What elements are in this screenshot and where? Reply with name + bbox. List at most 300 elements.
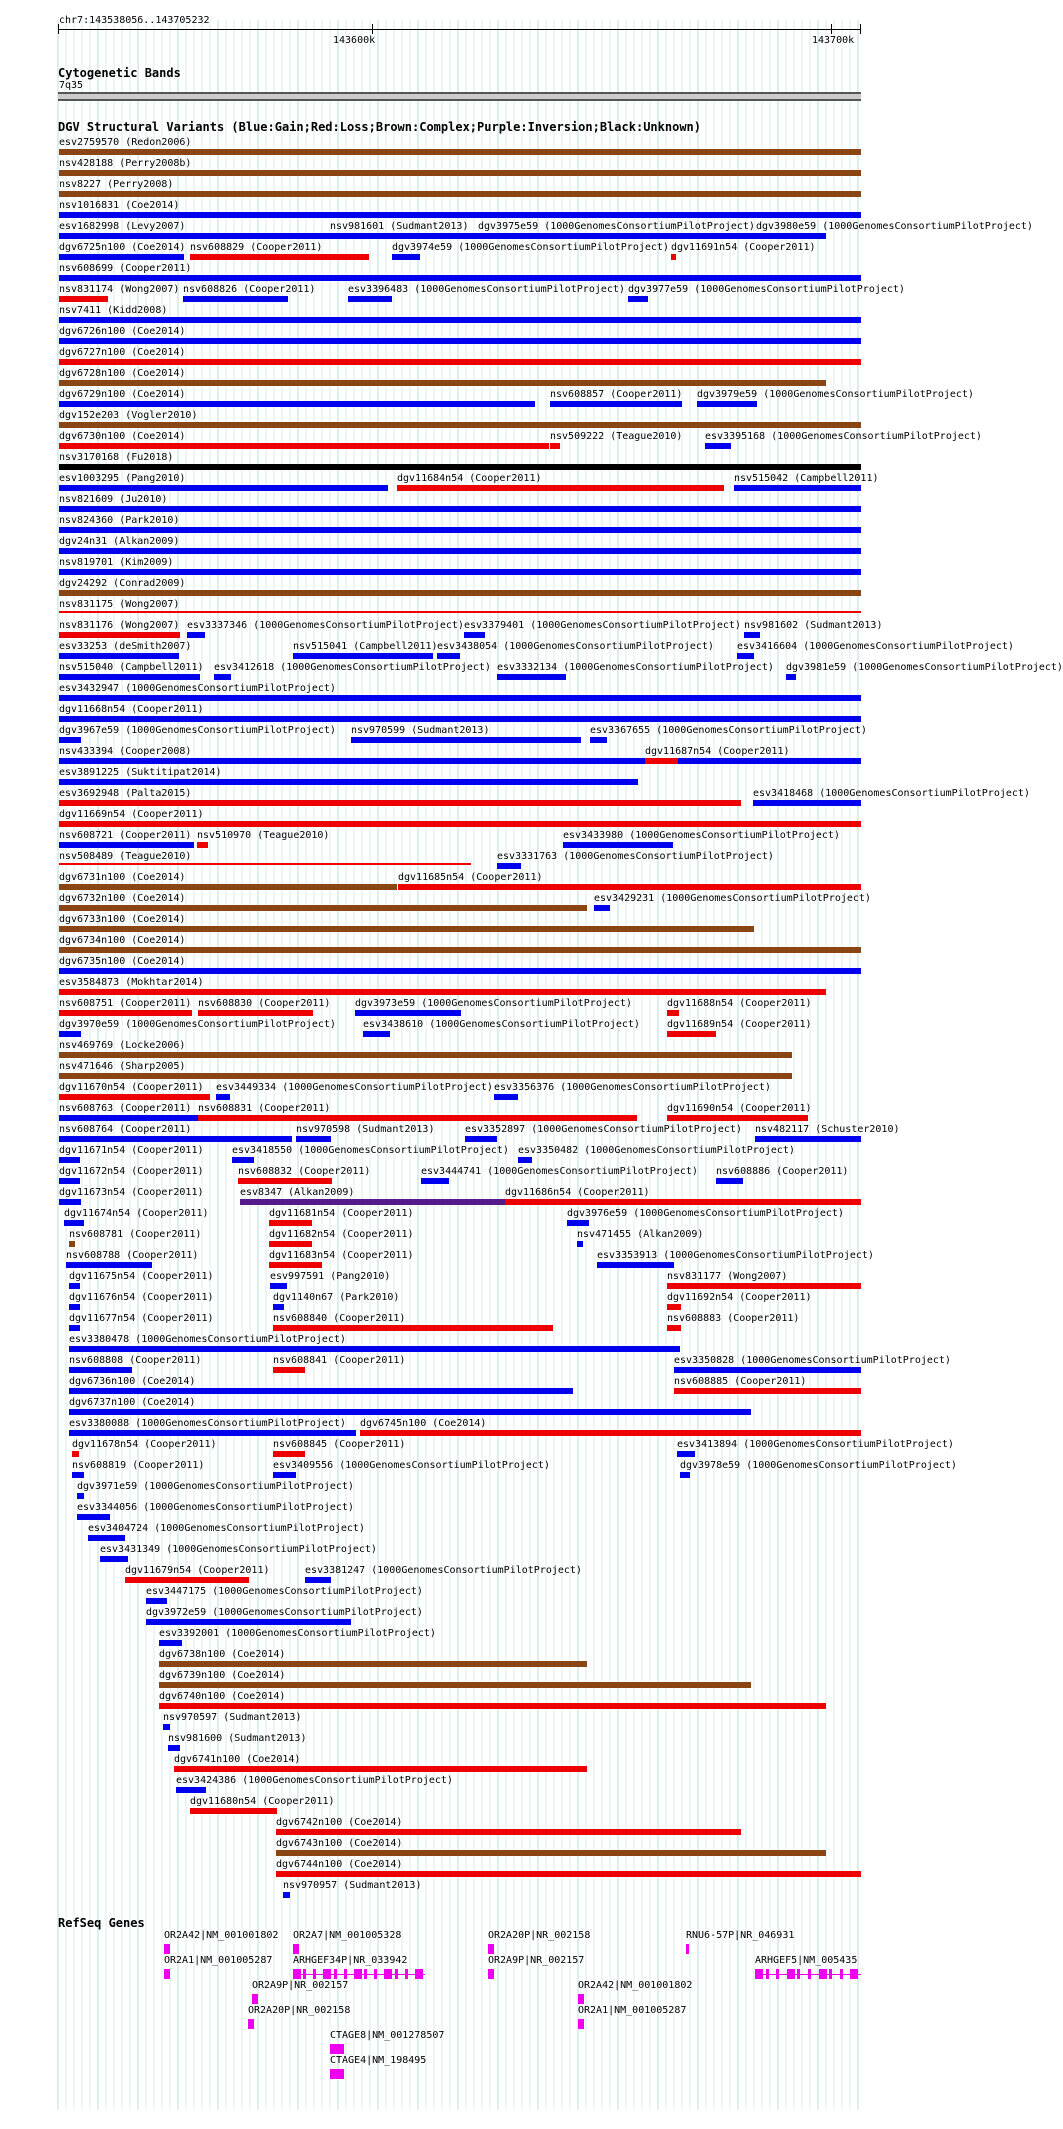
variant-label: dgv24n31 (Alkan2009) bbox=[59, 536, 180, 547]
variant-label: nsv608808 (Cooper2011) bbox=[69, 1355, 202, 1366]
variant-label: nsv3170168 (Fu2018) bbox=[59, 452, 174, 463]
variant-gain-bar[interactable] bbox=[187, 632, 205, 638]
variant-label: nsv515040 (Campbell2011) bbox=[59, 662, 204, 673]
variant-gain-bar[interactable] bbox=[59, 653, 179, 659]
variant-loss-bar[interactable] bbox=[59, 989, 826, 995]
variant-gain-bar[interactable] bbox=[594, 905, 610, 911]
variant-loss-bar[interactable] bbox=[273, 1367, 305, 1373]
variant-loss-bar[interactable] bbox=[238, 1178, 332, 1184]
variant-label: nsv608764 (Cooper2011) bbox=[59, 1124, 192, 1135]
variant-label: dgv3977e59 (1000GenomesConsortiumPilotProject) bbox=[628, 284, 905, 295]
variant-gain-bar[interactable] bbox=[59, 233, 826, 239]
variant-gain-bar[interactable] bbox=[494, 1094, 518, 1100]
variant-loss-bar[interactable] bbox=[159, 1703, 826, 1709]
gene-exon bbox=[405, 1969, 408, 1979]
variant-label: nsv509222 (Teague2010) bbox=[550, 431, 683, 442]
variant-label: dgv6728n100 (Coe2014) bbox=[59, 368, 186, 379]
variant-label: dgv11671n54 (Cooper2011) bbox=[59, 1145, 204, 1156]
variant-gain-bar[interactable] bbox=[59, 401, 535, 407]
variant-gain-bar[interactable] bbox=[59, 338, 861, 344]
variant-complex-bar[interactable] bbox=[59, 926, 754, 932]
variant-gain-bar[interactable] bbox=[59, 1199, 81, 1205]
gene-model[interactable] bbox=[488, 1944, 494, 1954]
ruler-tick-1 bbox=[372, 24, 373, 34]
variant-gain-bar[interactable] bbox=[563, 842, 673, 848]
variant-gain-bar[interactable] bbox=[59, 1178, 80, 1184]
variant-gain-bar[interactable] bbox=[88, 1535, 125, 1541]
variant-loss-bar[interactable] bbox=[269, 1241, 312, 1247]
variant-loss-bar[interactable] bbox=[276, 1871, 861, 1877]
variant-gain-bar[interactable] bbox=[283, 1892, 290, 1898]
variant-gain-bar[interactable] bbox=[330, 233, 350, 239]
variant-gain-bar[interactable] bbox=[59, 527, 861, 533]
variant-gain-bar[interactable] bbox=[69, 1304, 80, 1310]
variant-gain-bar[interactable] bbox=[597, 1262, 674, 1268]
gene-exon bbox=[293, 1969, 301, 1979]
variant-label: nsv608830 (Cooper2011) bbox=[198, 998, 331, 1009]
gene-exon bbox=[344, 1969, 347, 1979]
variant-label: dgv3980e59 (1000GenomesConsortiumPilotProject) bbox=[756, 221, 1033, 232]
variant-label: dgv11669n54 (Cooper2011) bbox=[59, 809, 204, 820]
variant-label: nsv1016831 (Coe2014) bbox=[59, 200, 180, 211]
variant-label: dgv11682n54 (Cooper2011) bbox=[269, 1229, 414, 1240]
variant-loss-bar[interactable] bbox=[198, 1010, 313, 1016]
variant-gain-bar[interactable] bbox=[392, 254, 420, 260]
variant-gain-bar[interactable] bbox=[59, 1031, 81, 1037]
variant-label: esv3337346 (1000GenomesConsortiumPilotProject) bbox=[187, 620, 464, 631]
variant-label: nsv821609 (Ju2010) bbox=[59, 494, 168, 505]
gene-exon bbox=[384, 1969, 392, 1979]
gene-label: OR2A42|NM_001001802 bbox=[578, 1980, 693, 1991]
variant-label: dgv11681n54 (Cooper2011) bbox=[269, 1208, 414, 1219]
variant-gain-bar[interactable] bbox=[59, 779, 638, 785]
variant-gain-bar[interactable] bbox=[59, 737, 81, 743]
variant-gain-bar[interactable] bbox=[363, 1031, 390, 1037]
variant-gain-bar[interactable] bbox=[786, 674, 796, 680]
variant-complex-bar[interactable] bbox=[59, 905, 587, 911]
gene-model[interactable] bbox=[755, 1969, 861, 1979]
variant-label: esv3352897 (1000GenomesConsortiumPilotProject) bbox=[465, 1124, 742, 1135]
variant-label: dgv3972e59 (1000GenomesConsortiumPilotProject) bbox=[146, 1607, 423, 1618]
gene-exon bbox=[354, 1969, 362, 1979]
variant-label: esv3692948 (Palta2015) bbox=[59, 788, 192, 799]
variant-gain-bar[interactable] bbox=[69, 1283, 80, 1289]
variant-loss-bar[interactable] bbox=[269, 1220, 312, 1226]
variant-gain-bar[interactable] bbox=[737, 653, 754, 659]
variant-loss-bar[interactable] bbox=[125, 1577, 249, 1583]
variant-gain-bar[interactable] bbox=[273, 1472, 296, 1478]
variant-label: esv33253 (deSmith2007) bbox=[59, 641, 192, 652]
variant-loss-bar[interactable] bbox=[671, 254, 676, 260]
variant-label: dgv11668n54 (Cooper2011) bbox=[59, 704, 204, 715]
variant-gain-bar[interactable] bbox=[163, 1724, 170, 1730]
variant-unknown-bar[interactable] bbox=[59, 464, 861, 470]
variant-label: esv3409556 (1000GenomesConsortiumPilotProject) bbox=[273, 1460, 550, 1471]
variant-gain-bar[interactable] bbox=[146, 1619, 351, 1625]
gene-model[interactable] bbox=[293, 1969, 425, 1979]
variant-loss-bar[interactable] bbox=[398, 884, 861, 890]
variant-label: nsv608857 (Cooper2011) bbox=[550, 389, 683, 400]
variant-loss-bar[interactable] bbox=[269, 1262, 322, 1268]
variant-gain-bar[interactable] bbox=[59, 317, 861, 323]
variant-gain-bar[interactable] bbox=[69, 1409, 751, 1415]
gene-model[interactable] bbox=[686, 1944, 689, 1954]
variant-label: dgv24292 (Conrad2009) bbox=[59, 578, 186, 589]
variant-label: nsv608751 (Cooper2011) bbox=[59, 998, 192, 1009]
gene-exon bbox=[364, 1969, 367, 1979]
variant-label: nsv471646 (Sharp2005) bbox=[59, 1061, 186, 1072]
variant-label: nsv981601 (Sudmant2013) bbox=[330, 221, 469, 232]
variant-gain-bar[interactable] bbox=[146, 1598, 167, 1604]
variant-label: dgv11688n54 (Cooper2011) bbox=[667, 998, 812, 1009]
variant-complex-bar[interactable] bbox=[59, 149, 861, 155]
variant-label: dgv11678n54 (Cooper2011) bbox=[72, 1439, 217, 1450]
variant-complex-bar[interactable] bbox=[59, 380, 826, 386]
variant-label: dgv11691n54 (Cooper2011) bbox=[671, 242, 816, 253]
gene-label: CTAGE8|NM_001278507 bbox=[330, 2030, 445, 2041]
variant-gain-bar[interactable] bbox=[64, 1220, 84, 1226]
variant-label: dgv6745n100 (Coe2014) bbox=[360, 1418, 487, 1429]
gene-model[interactable] bbox=[248, 2019, 254, 2029]
gene-exon bbox=[850, 1969, 858, 1979]
variant-label: esv8347 (Alkan2009) bbox=[240, 1187, 355, 1198]
variant-gain-bar[interactable] bbox=[59, 548, 861, 554]
variant-gain-bar[interactable] bbox=[577, 1241, 583, 1247]
ruler-tick-2 bbox=[831, 24, 832, 34]
variant-gain-bar[interactable] bbox=[168, 1745, 180, 1751]
variant-gain-bar[interactable] bbox=[176, 1787, 206, 1793]
variant-label: dgv3979e59 (1000GenomesConsortiumPilotProject) bbox=[697, 389, 974, 400]
variant-gain-bar[interactable] bbox=[59, 506, 861, 512]
gene-label: CTAGE4|NM_198495 bbox=[330, 2055, 427, 2066]
variant-gain-bar[interactable] bbox=[69, 1430, 356, 1436]
variant-complex-bar[interactable] bbox=[59, 590, 861, 596]
gene-exon bbox=[829, 1969, 832, 1979]
variant-gain-bar[interactable] bbox=[66, 1262, 152, 1268]
variant-loss-bar[interactable] bbox=[273, 1451, 305, 1457]
variant-label: nsv428188 (Perry2008b) bbox=[59, 158, 192, 169]
gene-label: OR2A20P|NR_002158 bbox=[488, 1930, 591, 1941]
variant-loss-bar[interactable] bbox=[59, 443, 549, 449]
variant-loss-bar[interactable] bbox=[550, 443, 560, 449]
variant-label: esv3353913 (1000GenomesConsortiumPilotProject) bbox=[597, 1250, 874, 1261]
variant-label: dgv11690n54 (Cooper2011) bbox=[667, 1103, 812, 1114]
gene-model[interactable] bbox=[252, 1994, 258, 2004]
variant-gain-bar[interactable] bbox=[72, 1472, 84, 1478]
variant-label: esv3381247 (1000GenomesConsortiumPilotProject) bbox=[305, 1565, 582, 1576]
variant-gain-bar[interactable] bbox=[628, 296, 648, 302]
variant-label: esv3424386 (1000GenomesConsortiumPilotProject) bbox=[176, 1775, 453, 1786]
variant-gain-bar[interactable] bbox=[59, 716, 861, 722]
ruler-label-1: 143600k bbox=[333, 35, 376, 46]
variant-loss-bar[interactable] bbox=[59, 1094, 210, 1100]
variant-gain-bar[interactable] bbox=[677, 1451, 695, 1457]
variant-loss-bar[interactable] bbox=[59, 296, 108, 302]
variant-loss-bar[interactable] bbox=[667, 1304, 681, 1310]
variant-label: esv3418550 (1000GenomesConsortiumPilotProject) bbox=[232, 1145, 509, 1156]
variant-complex-bar[interactable] bbox=[159, 1682, 751, 1688]
variant-gain-bar[interactable] bbox=[421, 1178, 449, 1184]
variant-label: dgv11674n54 (Cooper2011) bbox=[64, 1208, 209, 1219]
variant-gain-bar[interactable] bbox=[355, 1010, 461, 1016]
variant-gain-bar[interactable] bbox=[59, 758, 861, 764]
variant-complex-bar[interactable] bbox=[59, 947, 861, 953]
variant-label: esv2759570 (Redon2006) bbox=[59, 137, 192, 148]
variant-complex-bar[interactable] bbox=[59, 170, 861, 176]
variant-label: dgv3967e59 (1000GenomesConsortiumPilotProject) bbox=[59, 725, 336, 736]
variant-label: esv3438054 (1000GenomesConsortiumPilotProject) bbox=[437, 641, 714, 652]
variant-loss-bar[interactable] bbox=[59, 1010, 192, 1016]
variant-complex-bar[interactable] bbox=[59, 884, 397, 890]
variant-gain-bar[interactable] bbox=[100, 1556, 128, 1562]
variant-label: nsv482117 (Schuster2010) bbox=[755, 1124, 900, 1135]
variant-gain-bar[interactable] bbox=[753, 800, 861, 806]
variant-loss-bar[interactable] bbox=[674, 1388, 861, 1394]
variant-label: nsv471455 (Alkan2009) bbox=[577, 1229, 704, 1240]
variant-label: nsv831175 (Wong2007) bbox=[59, 599, 180, 610]
variant-gain-bar[interactable] bbox=[674, 1367, 861, 1373]
variant-label: dgv152e203 (Vogler2010) bbox=[59, 410, 198, 421]
variant-loss-bar[interactable] bbox=[198, 1115, 637, 1121]
variant-label: nsv433394 (Cooper2008) bbox=[59, 746, 192, 757]
variant-gain-bar[interactable] bbox=[232, 1157, 254, 1163]
variant-loss-bar[interactable] bbox=[59, 359, 861, 365]
variant-complex-bar[interactable] bbox=[276, 1850, 826, 1856]
variant-gain-bar[interactable] bbox=[296, 1136, 331, 1142]
variant-loss-bar[interactable] bbox=[667, 1283, 861, 1289]
variant-label: nsv608841 (Cooper2011) bbox=[273, 1355, 406, 1366]
variant-gain-bar[interactable] bbox=[59, 212, 861, 218]
variant-label: nsv8227 (Perry2008) bbox=[59, 179, 174, 190]
variant-gain-bar[interactable] bbox=[497, 863, 521, 869]
variant-label: nsv608831 (Cooper2011) bbox=[198, 1103, 331, 1114]
variant-gain-bar[interactable] bbox=[550, 401, 682, 407]
variant-loss-bar[interactable] bbox=[667, 1031, 716, 1037]
variant-gain-bar[interactable] bbox=[216, 1094, 230, 1100]
variant-gain-bar[interactable] bbox=[744, 632, 760, 638]
cytoband-bar[interactable] bbox=[58, 92, 861, 101]
variant-label: dgv3975e59 (1000GenomesConsortiumPilotProject) bbox=[478, 221, 755, 232]
variant-label: esv3447175 (1000GenomesConsortiumPilotProject) bbox=[146, 1586, 423, 1597]
variant-complex-bar[interactable] bbox=[59, 1052, 792, 1058]
variant-gain-bar[interactable] bbox=[437, 653, 460, 659]
variant-label: esv3396483 (1000GenomesConsortiumPilotProject) bbox=[348, 284, 625, 295]
gene-model[interactable] bbox=[330, 2069, 344, 2079]
gene-model[interactable] bbox=[578, 2019, 584, 2029]
variant-label: dgv3978e59 (1000GenomesConsortiumPilotProject) bbox=[680, 1460, 957, 1471]
variant-label: dgv6735n100 (Coe2014) bbox=[59, 956, 186, 967]
variant-gain-bar[interactable] bbox=[567, 1220, 589, 1226]
gene-exon bbox=[787, 1969, 795, 1979]
variant-gain-bar[interactable] bbox=[69, 1346, 680, 1352]
variant-gain-bar[interactable] bbox=[77, 1493, 84, 1499]
gene-label: OR2A9P|NR_002157 bbox=[252, 1980, 349, 1991]
variant-gain-bar[interactable] bbox=[590, 737, 607, 743]
gene-model[interactable] bbox=[164, 1969, 170, 1979]
variant-complex-bar[interactable] bbox=[59, 191, 861, 197]
variant-loss-bar[interactable] bbox=[59, 800, 741, 806]
variant-loss-bar[interactable] bbox=[276, 1829, 741, 1835]
variant-label: dgv6737n100 (Coe2014) bbox=[69, 1397, 196, 1408]
variant-gain-bar[interactable] bbox=[59, 695, 861, 701]
variant-gain-bar[interactable] bbox=[59, 1115, 198, 1121]
variant-label: esv3344056 (1000GenomesConsortiumPilotProject) bbox=[77, 1502, 354, 1513]
variant-gain-bar[interactable] bbox=[680, 1472, 690, 1478]
variant-loss-bar[interactable] bbox=[59, 611, 861, 613]
variant-label: dgv11679n54 (Cooper2011) bbox=[125, 1565, 270, 1576]
variant-gain-bar[interactable] bbox=[59, 1157, 80, 1163]
gene-label: OR2A1|NM_001005287 bbox=[578, 2005, 687, 2016]
variant-label: dgv6725n100 (Coe2014) bbox=[59, 242, 186, 253]
variant-label: esv3350828 (1000GenomesConsortiumPilotProject) bbox=[674, 1355, 951, 1366]
gene-model[interactable] bbox=[578, 1994, 584, 2004]
variant-complex-bar[interactable] bbox=[59, 422, 861, 428]
variant-label: nsv515041 (Campbell2011) bbox=[293, 641, 438, 652]
variant-label: dgv11673n54 (Cooper2011) bbox=[59, 1187, 204, 1198]
variant-label: dgv6734n100 (Coe2014) bbox=[59, 935, 186, 946]
variant-inversion-bar[interactable] bbox=[240, 1199, 505, 1205]
variant-label: dgv6739n100 (Coe2014) bbox=[159, 1670, 286, 1681]
ruler-left-tick bbox=[58, 24, 59, 34]
variant-gain-bar[interactable] bbox=[59, 968, 861, 974]
variant-loss-bar[interactable] bbox=[59, 863, 471, 865]
variant-gain-bar[interactable] bbox=[59, 674, 200, 680]
variant-label: dgv6731n100 (Coe2014) bbox=[59, 872, 186, 883]
variant-label: nsv608721 (Cooper2011) bbox=[59, 830, 192, 841]
gene-model[interactable] bbox=[164, 1944, 170, 1954]
variant-gain-bar[interactable] bbox=[478, 233, 492, 239]
variant-label: nsv608840 (Cooper2011) bbox=[273, 1313, 406, 1324]
refseq-track-title[interactable]: RefSeq Genes bbox=[58, 1916, 145, 1930]
dgv-track-title[interactable]: DGV Structural Variants (Blue:Gain;Red:Loss;Brown:Complex;Purple:Inversion;Black:Unknown) bbox=[58, 120, 701, 134]
variant-loss-bar[interactable] bbox=[273, 1325, 553, 1331]
variant-loss-bar[interactable] bbox=[397, 485, 724, 491]
variant-label: nsv608781 (Cooper2011) bbox=[69, 1229, 202, 1240]
ruler-label-2: 143700k bbox=[812, 35, 855, 46]
variant-gain-bar[interactable] bbox=[705, 443, 731, 449]
gene-exon bbox=[323, 1969, 331, 1979]
variant-label: nsv510970 (Teague2010) bbox=[197, 830, 330, 841]
variant-gain-bar[interactable] bbox=[77, 1514, 110, 1520]
gene-model[interactable] bbox=[293, 1944, 299, 1954]
variant-gain-bar[interactable] bbox=[755, 1136, 861, 1142]
variant-gain-bar[interactable] bbox=[214, 674, 231, 680]
variant-label: nsv608886 (Cooper2011) bbox=[716, 1166, 849, 1177]
gene-model[interactable] bbox=[330, 2044, 344, 2054]
variant-label: dgv3981e59 (1000GenomesConsortiumPilotProject) bbox=[786, 662, 1063, 673]
variant-gain-bar[interactable] bbox=[464, 632, 485, 638]
variant-label: nsv819701 (Kim2009) bbox=[59, 557, 174, 568]
variant-loss-bar[interactable] bbox=[645, 758, 678, 764]
variant-label: esv3356376 (1000GenomesConsortiumPilotProject) bbox=[494, 1082, 771, 1093]
variant-label: nsv608819 (Cooper2011) bbox=[72, 1460, 205, 1471]
variant-loss-bar[interactable] bbox=[667, 1115, 808, 1121]
variant-label: esv3380478 (1000GenomesConsortiumPilotProject) bbox=[69, 1334, 346, 1345]
variant-loss-bar[interactable] bbox=[59, 821, 861, 827]
variant-loss-bar[interactable] bbox=[59, 632, 180, 638]
variant-gain-bar[interactable] bbox=[273, 1304, 284, 1310]
gene-exon bbox=[840, 1969, 843, 1979]
variant-label: esv3444741 (1000GenomesConsortiumPilotProject) bbox=[421, 1166, 698, 1177]
variant-complex-bar[interactable] bbox=[59, 1073, 792, 1079]
variant-loss-bar[interactable] bbox=[667, 1325, 681, 1331]
variant-complex-bar[interactable] bbox=[159, 1661, 587, 1667]
variant-label: esv3367655 (1000GenomesConsortiumPilotProject) bbox=[590, 725, 867, 736]
variant-label: dgv6741n100 (Coe2014) bbox=[174, 1754, 301, 1765]
gene-label: OR2A42|NM_001001802 bbox=[164, 1930, 279, 1941]
variant-gain-bar[interactable] bbox=[159, 1640, 182, 1646]
variant-label: dgv11670n54 (Cooper2011) bbox=[59, 1082, 204, 1093]
variant-gain-bar[interactable] bbox=[69, 1325, 80, 1331]
variant-label: dgv11689n54 (Cooper2011) bbox=[667, 1019, 812, 1030]
variant-loss-bar[interactable] bbox=[190, 1808, 277, 1814]
variant-gain-bar[interactable] bbox=[756, 233, 778, 239]
variant-label: esv3413894 (1000GenomesConsortiumPilotProject) bbox=[677, 1439, 954, 1450]
variant-loss-bar[interactable] bbox=[174, 1766, 587, 1772]
variant-gain-bar[interactable] bbox=[59, 1136, 292, 1142]
variant-loss-bar[interactable] bbox=[197, 842, 208, 848]
gene-exon bbox=[766, 1969, 769, 1979]
variant-gain-bar[interactable] bbox=[734, 485, 861, 491]
variant-gain-bar[interactable] bbox=[697, 401, 757, 407]
variant-label: esv997591 (Pang2010) bbox=[270, 1271, 391, 1282]
gene-model[interactable] bbox=[488, 1969, 494, 1979]
variant-gain-bar[interactable] bbox=[59, 254, 184, 260]
cytoband-track-title[interactable]: Cytogenetic Bands bbox=[58, 66, 181, 80]
variant-gain-bar[interactable] bbox=[518, 1157, 532, 1163]
variant-label: dgv3974e59 (1000GenomesConsortiumPilotProject) bbox=[392, 242, 669, 253]
variant-label: dgv3971e59 (1000GenomesConsortiumPilotProject) bbox=[77, 1481, 354, 1492]
variant-gain-bar[interactable] bbox=[716, 1178, 743, 1184]
variant-loss-bar[interactable] bbox=[505, 1199, 861, 1205]
gene-exon bbox=[395, 1969, 398, 1979]
variant-gain-bar[interactable] bbox=[69, 1388, 573, 1394]
variant-label: dgv6730n100 (Coe2014) bbox=[59, 431, 186, 442]
variant-gain-bar[interactable] bbox=[59, 842, 194, 848]
variant-label: nsv981602 (Sudmant2013) bbox=[744, 620, 883, 631]
variant-label: nsv608699 (Cooper2011) bbox=[59, 263, 192, 274]
variant-loss-bar[interactable] bbox=[72, 1451, 79, 1457]
variant-gain-bar[interactable] bbox=[305, 1577, 331, 1583]
variant-gain-bar[interactable] bbox=[59, 275, 861, 281]
variant-label: esv3331763 (1000GenomesConsortiumPilotProject) bbox=[497, 851, 774, 862]
variant-complex-bar[interactable] bbox=[69, 1241, 75, 1247]
variant-gain-bar[interactable] bbox=[465, 1136, 497, 1142]
variant-label: nsv970957 (Sudmant2013) bbox=[283, 1880, 422, 1891]
variant-gain-bar[interactable] bbox=[293, 653, 433, 659]
variant-loss-bar[interactable] bbox=[360, 1430, 861, 1436]
variant-label: nsv608845 (Cooper2011) bbox=[273, 1439, 406, 1450]
variant-label: dgv11684n54 (Cooper2011) bbox=[397, 473, 542, 484]
ruler-line bbox=[58, 29, 861, 30]
variant-gain-bar[interactable] bbox=[351, 737, 581, 743]
variant-gain-bar[interactable] bbox=[59, 485, 388, 491]
variant-loss-bar[interactable] bbox=[190, 254, 369, 260]
variant-label: dgv11676n54 (Cooper2011) bbox=[69, 1292, 214, 1303]
variant-gain-bar[interactable] bbox=[183, 296, 288, 302]
variant-label: esv3380088 (1000GenomesConsortiumPilotProject) bbox=[69, 1418, 346, 1429]
variant-label: nsv608829 (Cooper2011) bbox=[190, 242, 323, 253]
variant-gain-bar[interactable] bbox=[270, 1283, 287, 1289]
variant-gain-bar[interactable] bbox=[59, 569, 861, 575]
variant-loss-bar[interactable] bbox=[667, 1010, 679, 1016]
variant-gain-bar[interactable] bbox=[348, 296, 392, 302]
variant-label: nsv831177 (Wong2007) bbox=[667, 1271, 788, 1282]
variant-gain-bar[interactable] bbox=[497, 674, 566, 680]
variant-gain-bar[interactable] bbox=[69, 1367, 132, 1373]
variant-label: esv3449334 (1000GenomesConsortiumPilotProject) bbox=[216, 1082, 493, 1093]
variant-label: dgv6743n100 (Coe2014) bbox=[276, 1838, 403, 1849]
